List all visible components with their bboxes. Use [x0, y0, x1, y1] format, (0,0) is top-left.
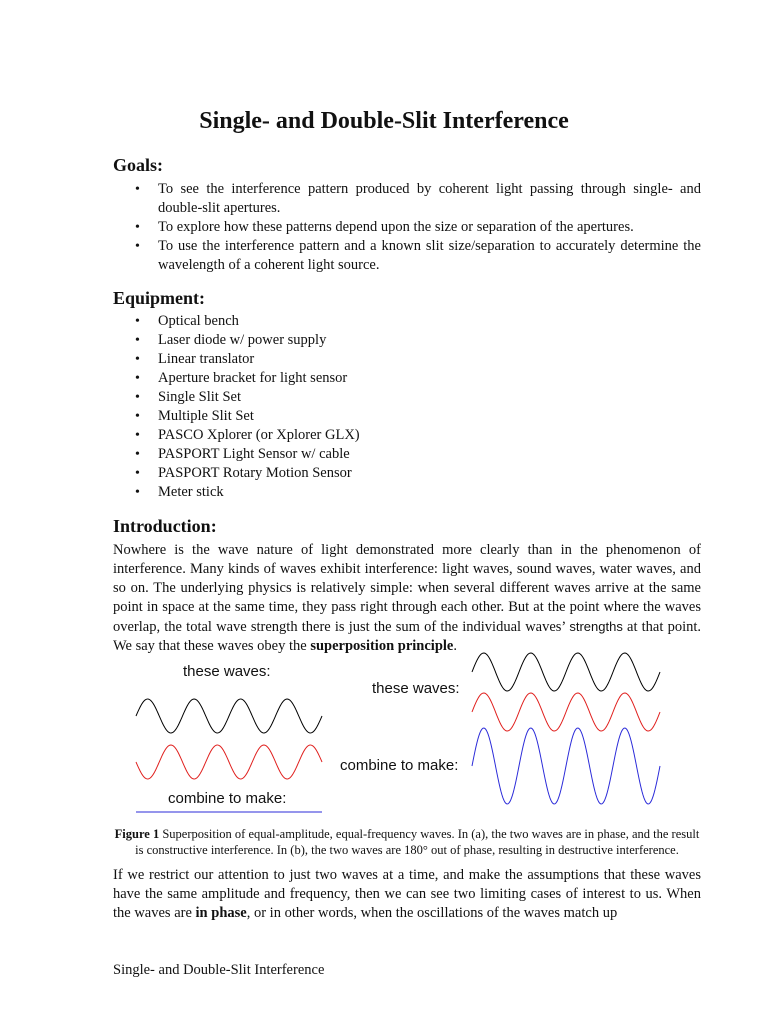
equipment-item: • Meter stick: [113, 483, 701, 502]
body-paragraph: [113, 866, 701, 923]
equipment-item: • PASCO Xplorer (or Xplorer GLX): [113, 426, 701, 445]
equipment-item: • Single Slit Set: [113, 388, 701, 407]
equipment-item: • Linear translator: [113, 350, 701, 369]
fig-a-top-label: these waves:: [183, 663, 271, 680]
superposition-principle-term: superposition principle: [310, 638, 454, 654]
goals-heading: Goals:: [113, 155, 164, 175]
fig-a-bottom-label: combine to make:: [168, 790, 287, 807]
page-title: Single- and Double-Slit Interference: [199, 108, 569, 134]
intro-strengths-word: strengths: [569, 619, 623, 634]
intro-text: at that point. We say that these waves obey the: [113, 619, 701, 654]
intro-text: .: [453, 638, 457, 654]
equipment-item: • Laser diode w/ power supply: [113, 331, 701, 350]
equipment-item: • PASPORT Light Sensor w/ cable: [113, 445, 701, 464]
intro-text: Nowhere is the wave nature of light demonstrated more clearly than in the phenomenon of interference. Many kinds of waves exhibit interference: light waves, sound waves, water waves, and so on. The underlying physics is relatively simple: when several different waves arrive at the same point in space at the same time, they pass right through each other. But at the point where the waves overlap, the total wave strength there is just the sum of the individual waves’: [113, 542, 701, 635]
paragraph-text: , or in other words, when the oscillations of the waves match up: [246, 905, 618, 921]
wave-a-first: [136, 699, 322, 733]
page-footer: Single- and Double-Slit Interference: [113, 962, 325, 978]
fig-b-top-label: these waves:: [372, 680, 460, 697]
figure-caption-label: Figure 1: [114, 827, 160, 841]
fig-b-bottom-label: combine to make:: [340, 757, 459, 774]
figure-caption-text: Superposition of equal-amplitude, equal-frequency waves. In (a), the two waves are in phase, and the result is constructive interference. In (b), the two waves are 180° out of phase, resulting in destructive interference.: [135, 827, 700, 857]
equipment-heading: Equipment:: [113, 288, 206, 308]
equipment-item: • Aperture bracket for light sensor: [113, 369, 701, 388]
wave-a-second: [136, 745, 322, 779]
equipment-item: • Multiple Slit Set: [113, 407, 701, 426]
wave-b-first: [472, 653, 660, 691]
wave-b-second: [472, 693, 660, 731]
goal-item: • To see the interference pattern produced by coherent light passing through single- and double-slit apertures.: [113, 180, 701, 218]
wave-b-result: [472, 728, 660, 804]
goal-item: • To explore how these patterns depend upon the size or separation of the apertures.: [113, 218, 701, 237]
figure-caption: [113, 826, 701, 858]
introduction-heading: Introduction:: [113, 516, 217, 536]
paragraph-text: If we restrict our attention to just two waves at a time, and make the assumptions that these waves have the same amplitude and frequency, then we can see two limiting cases of interest to us. When the waves are: [113, 867, 701, 921]
equipment-item: • PASPORT Rotary Motion Sensor: [113, 464, 701, 483]
equipment-item: • Optical bench: [113, 312, 701, 331]
goal-item: • To use the interference pattern and a known slit size/separation to accurately determine the wavelength of a coherent light source.: [113, 237, 701, 275]
in-phase-term: in phase: [195, 905, 247, 921]
